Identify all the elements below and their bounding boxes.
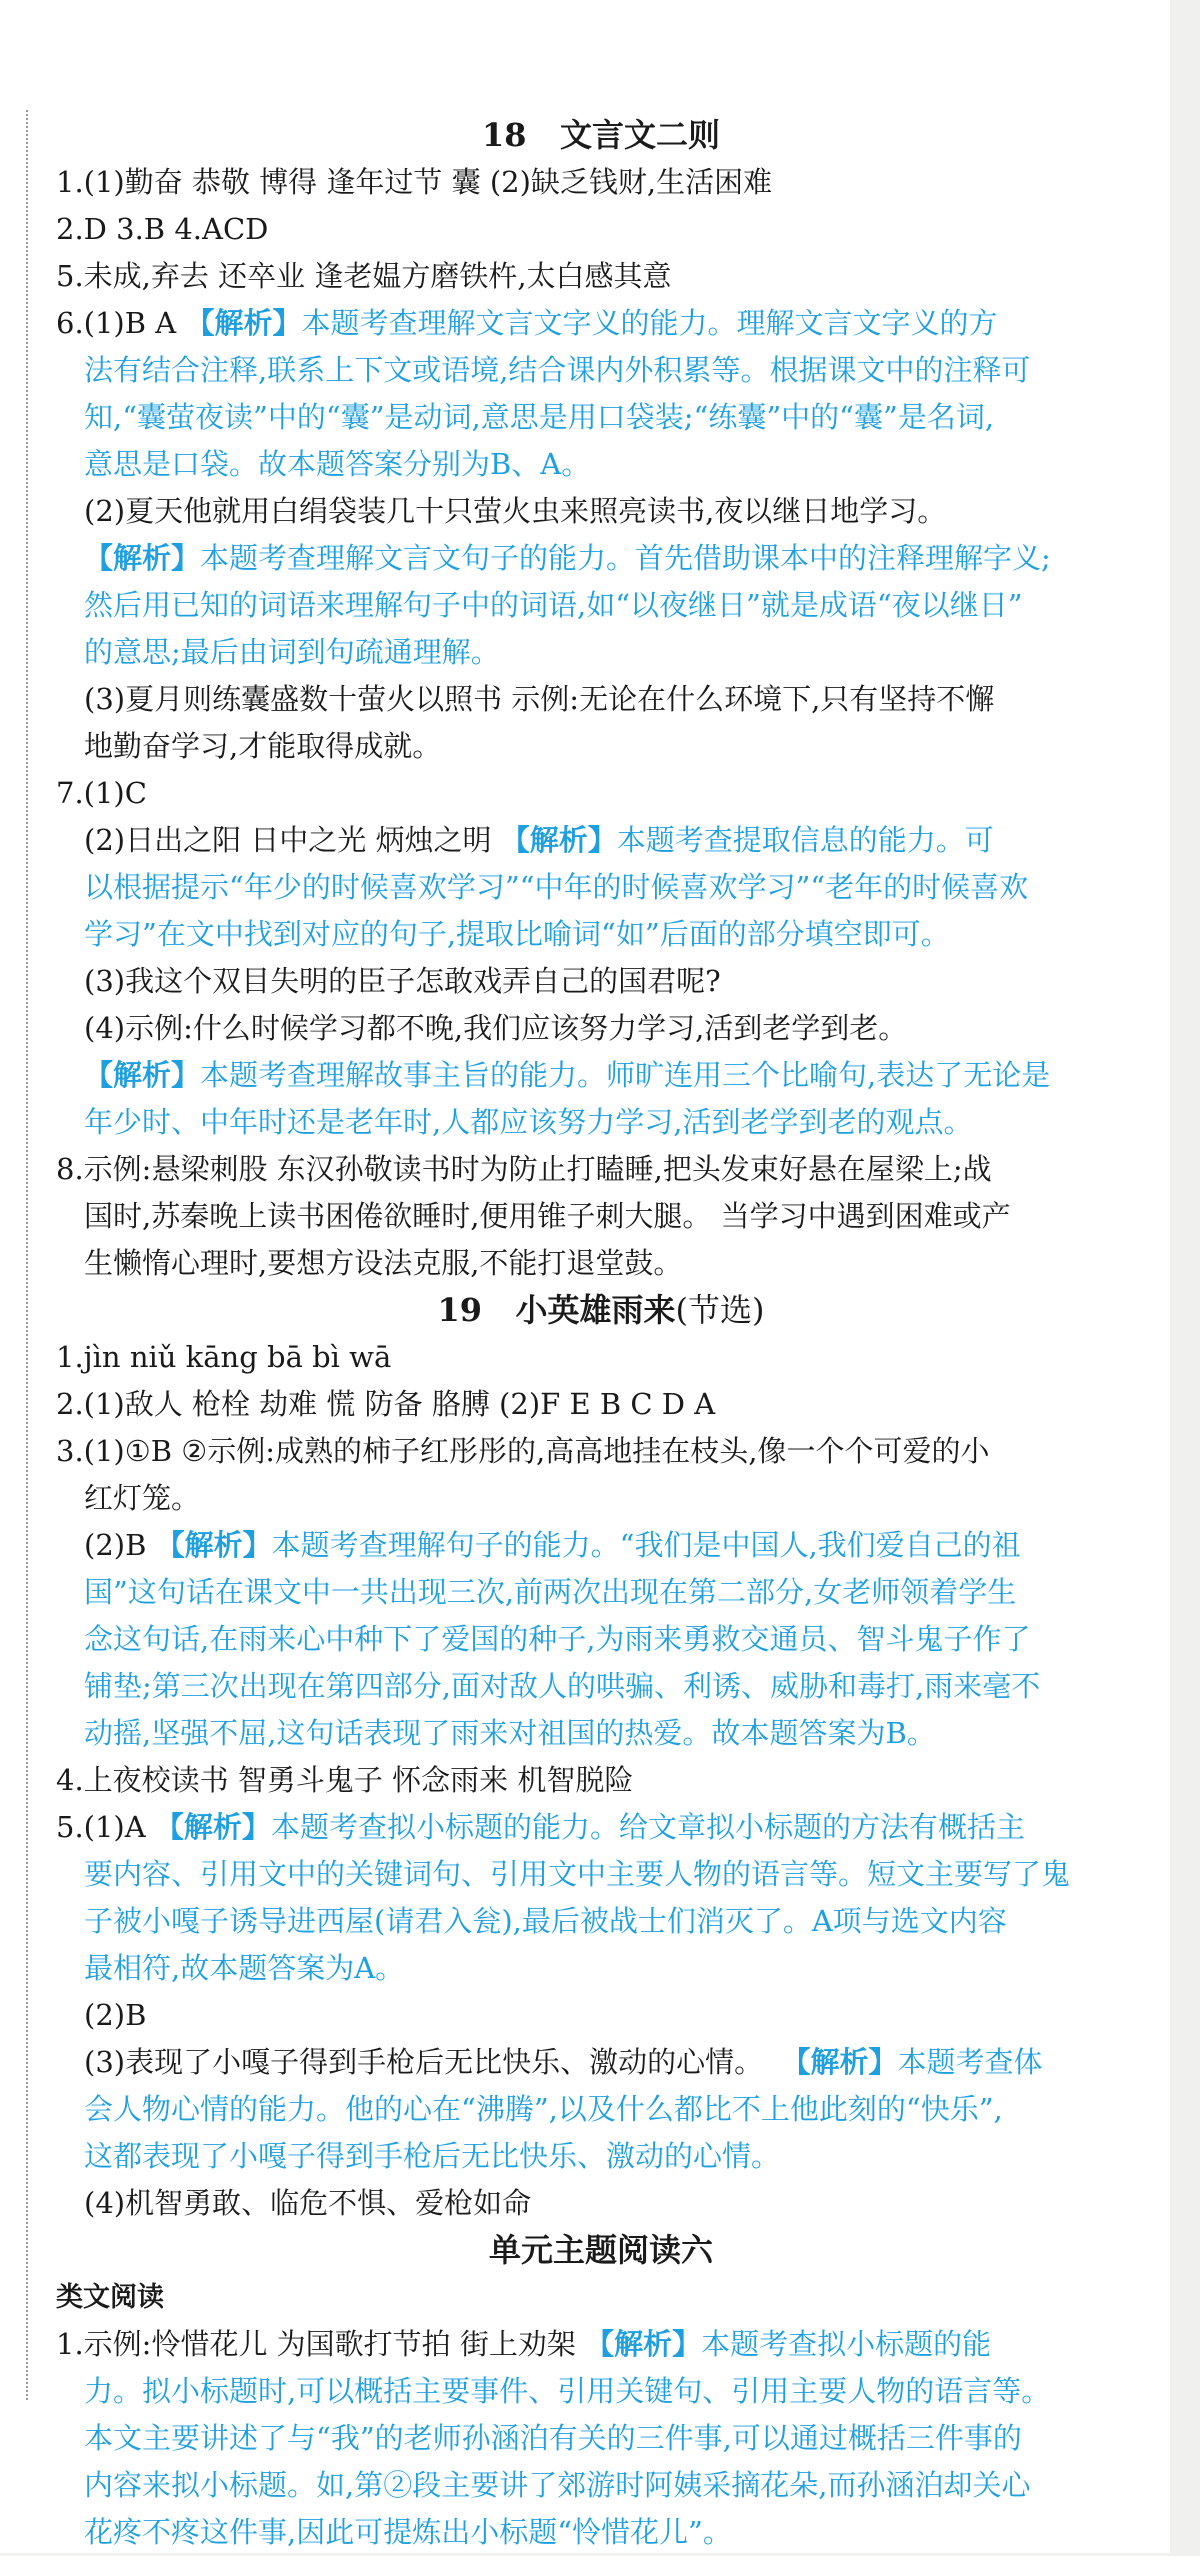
l18-q6-1-exp-2: 知,“囊萤夜读”中的“囊”是动词,意思是用口袋装;“练囊”中的“囊”是名词, [84,400,995,434]
unit6-q1-exp-3: 内容来拟小标题。如,第②段主要讲了郊游时阿姨采摘花朵,而孙涵泊却关心 [84,2468,1031,2502]
l18-q6-2-exp-0: 本题考查理解文言文句子的能力。首先借助课本中的注释理解字义; [200,541,1051,575]
analysis-tag: 【解析】 [781,2045,898,2079]
unit6-q1-answer: 1.示例:怜惜花儿 为国歌打节拍 街上劝架 [56,2327,576,2361]
margin-dotted-line [26,110,28,2400]
l19-q1: 1.jìn niǔ kāng bā bì wā [56,1340,392,1374]
l18-q7-4: (4)示例:什么时候学习都不晚,我们应该努力学习,活到老学到老。 [84,1011,908,1045]
l19-q5-3-exp-1: 会人物心情的能力。他的心在“沸腾”,以及什么都比不上他此刻的“快乐”, [84,2092,1003,2126]
l19-q5-2: (2)B [84,1998,147,2032]
l18-q2: 2.D 3.B 4.ACD [56,212,269,246]
l18-q6-1 [56,300,1146,347]
l18-q7-2-answer: (2)日出之阳 日中之光 炳烛之明 [84,823,492,857]
unit6-q1-exp-1: 力。拟小标题时,可以概括主要事件、引用关键句、引用主要人物的语言等。 [84,2374,1051,2408]
lesson19-number: 19 [437,1291,483,1329]
l18-q7-2-exp-0: 本题考查提取信息的能力。可 [616,823,994,857]
l19-q5-3-exp-2: 这都表现了小嘎子得到手枪后无比快乐、激动的心情。 [84,2139,781,2173]
lesson18-heading [56,112,1146,159]
analysis-tag: 【解析】 [155,1528,272,1562]
l18-q6-3-1: 地勤奋学习,才能取得成就。 [84,729,442,763]
l19-q3-2-exp-1: 国”这句话在课文中一共出现三次,前两次出现在第二部分,女老师领着学生 [84,1575,1017,1609]
l18-q7-2 [56,817,1146,864]
l19-q3-1-1: 红灯笼。 [84,1481,201,1515]
unit6-q1-exp-0: 本题考查拟小标题的能 [701,2327,992,2361]
l18-q7-1: 7.(1)C [56,776,147,810]
l18-q7-2-exp-1: 以根据提示“年少的时候喜欢学习”“中年的时候喜欢学习”“老年的时候喜欢 [84,870,1029,904]
l19-q5-3 [56,2039,1146,2086]
l18-q6-2-exp-line [56,535,1146,582]
l18-q8-2: 生懒惰心理时,要想方设法克服,不能打退堂鼓。 [84,1246,683,1280]
l19-q5-3-answer: (3)表现了小嘎子得到手枪后无比快乐、激动的心情。 [84,2045,764,2079]
l19-q5-3-exp-0: 本题考查体 [897,2045,1043,2079]
l19-q5-1-exp-3: 最相符,故本题答案为A。 [84,1951,405,1985]
unit6-q1 [56,2321,1146,2368]
lesson19-subtitle: (节选) [675,1291,765,1329]
lesson18-title: 文言文二则 [559,116,720,154]
l19-q2: 2.(1)敌人 枪栓 劫难 慌 防备 胳膊 (2)F E B C D A [56,1387,716,1421]
l18-q6-1-exp-3: 意思是口袋。故本题答案分别为B、A。 [84,447,591,481]
l19-q5-1-exp-0: 本题考查拟小标题的能力。给文章拟小标题的方法有概括主 [270,1810,1025,1844]
lesson18-number: 18 [482,116,527,154]
l19-q3-1-0: 3.(1)①B ②示例:成熟的柿子红彤彤的,高高地挂在枝头,像一个个可爱的小 [56,1434,990,1468]
l18-q8-1: 国时,苏秦晚上读书困倦欲睡时,便用锥子刺大腿。 当学习中遇到困难或产 [84,1199,1011,1233]
l19-q3-2 [56,1522,1146,1569]
unit6-heading: 单元主题阅读六 [488,2231,713,2269]
l19-q3-2-exp-4: 动摇,坚强不屈,这句话表现了雨来对祖国的热爱。故本题答案为B。 [84,1716,936,1750]
l19-q5-1-answer: 5.(1)A [56,1810,146,1844]
lesson19-heading [56,1287,1146,1334]
l19-q5-1 [56,1804,1146,1851]
l19-q3-2-exp-2: 念这句话,在雨来心中种下了爱国的种子,为雨来勇救交通员、智斗鬼子作了 [84,1622,1031,1656]
l19-q5-1-exp-1: 要内容、引用文中的关键词句、引用文中主要人物的语言等。短文主要写了鬼 [84,1857,1071,1891]
l18-q8-0: 8.示例:悬梁刺股 东汉孙敬读书时为防止打瞌睡,把头发束好悬在屋梁上;战 [56,1152,992,1186]
l19-q5-1-exp-2: 子被小嘎子诱导进西屋(请君入瓮),最后被战士们消灭了。A项与选文内容 [84,1904,1007,1938]
analysis-tag: 【解析】 [84,1058,201,1092]
analysis-tag: 【解析】 [585,2327,702,2361]
l18-q5: 5.未成,弃去 还卒业 逢老媪方磨铁杵,太白感其意 [56,259,672,293]
l18-q1: 1.(1)勤奋 恭敬 博得 逢年过节 囊 (2)缺乏钱财,生活困难 [56,165,773,199]
l19-q3-2-answer: (2)B [84,1528,147,1562]
l18-q7-4-exp-1: 年少时、中年时还是老年时,人都应该努力学习,活到老学到老的观点。 [84,1105,973,1139]
l18-q7-4-exp-line [56,1052,1146,1099]
l18-q7-3: (3)我这个双目失明的臣子怎敢戏弄自己的国君呢? [84,964,721,998]
l18-q6-2: (2)夏天他就用白绢袋装几十只萤火虫来照亮读书,夜以继日地学习。 [84,494,947,528]
analysis-tag: 【解析】 [84,541,201,575]
l18-q7-4-exp-0: 本题考查理解故事主旨的能力。师旷连用三个比喻句,表达了无论是 [200,1058,1051,1092]
l18-q6-1-exp-1: 法有结合注释,联系上下文或语境,结合课内外积累等。根据课文中的注释可 [84,353,1031,387]
l18-q7-2-exp-2: 学习”在文中找到对应的句子,提取比喻词“如”后面的部分填空即可。 [84,917,950,951]
unit6-q1-exp-2: 本文主要讲述了与“我”的老师孙涵泊有关的三件事,可以通过概括三件事的 [84,2421,1022,2455]
analysis-tag: 【解析】 [185,306,302,340]
l18-q6-1-answer: 6.(1)B A [56,306,177,340]
unit6-section: 类文阅读 [56,2282,164,2313]
l19-q3-2-exp-3: 铺垫;第三次出现在第四部分,面对敌人的哄骗、利诱、威胁和毒打,雨来毫不 [84,1669,1041,1703]
l19-q5-4: (4)机智勇敢、临危不惧、爱枪如命 [84,2186,532,2220]
l18-q6-3-0: (3)夏月则练囊盛数十萤火以照书 示例:无论在什么环境下,只有坚持不懈 [84,682,995,716]
answer-content [56,112,1146,2556]
lesson19-title: 小英雄雨来 [515,1291,676,1329]
l18-q6-2-exp-2: 的意思;最后由词到句疏通理解。 [84,635,500,669]
analysis-tag: 【解析】 [154,1810,271,1844]
l19-q4: 4.上夜校读书 智勇斗鬼子 怀念雨来 机智脱险 [56,1763,634,1797]
l18-q6-2-exp-1: 然后用已知的词语来理解句子中的词语,如“以夜继日”就是成语“夜以继日” [84,588,1023,622]
l18-q6-1-exp-0: 本题考查理解文言文字义的能力。理解文言文字义的方 [301,306,998,340]
l19-q3-2-exp-0: 本题考查理解句子的能力。“我们是中国人,我们爱自己的祖 [271,1528,1021,1562]
analysis-tag: 【解析】 [500,823,617,857]
unit6-q1-exp-4: 花疼不疼这件事,因此可提炼出小标题“怜惜花儿”。 [84,2515,732,2549]
